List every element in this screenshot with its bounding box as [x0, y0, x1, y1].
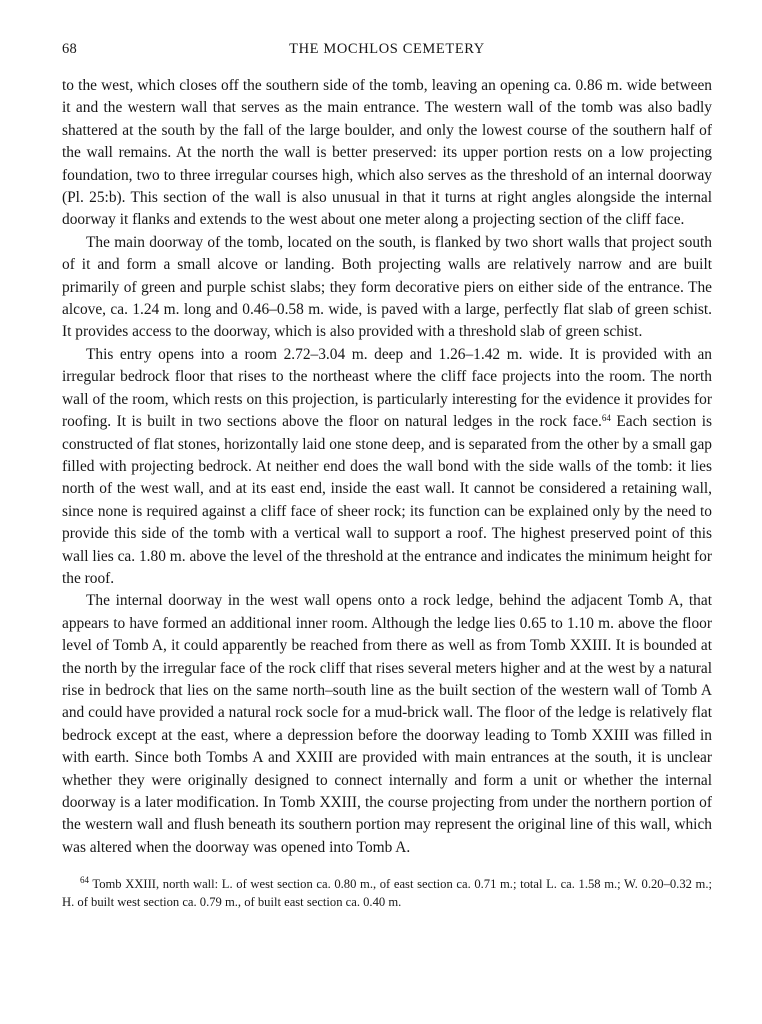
- paragraph-3-text-a: This entry opens into a room 2.72–3.04 m. deep and 1.26–1.42 m. wide. It is provided with an irregular bedrock floor that rises to the northeast where the cliff face projects into the room. The north wall of the room, which rests on this projection, is particularly interesting for the evidence it provides for roofing. It is built in two sections above the floor on natural ledges in the rock face.: [62, 345, 712, 431]
- paragraph-3: [62, 344, 712, 590]
- footnote-64: [62, 876, 712, 911]
- footnotes: [62, 876, 712, 911]
- paragraph-1: to the west, which closes off the southern side of the tomb, leaving an opening ca. 0.86 m. wide between it and the western wall that serves as the main entrance. The western wall of the tomb was also badly shattered at the south by the fall of the large boulder, and only the lowest course of the southern half of the wall remains. At the north the wall is better preserved: its upper portion rests on a low projecting foundation, two to three irregular courses high, which also serves as the threshold of an internal doorway (Pl. 25:b). This section of the wall is also unusual in that it turns at right angles alongside the internal doorway it flanks and extends to the west about one meter along a projecting section of the cliff face.: [62, 77, 712, 229]
- body-text: [62, 75, 712, 859]
- page-number: 68: [62, 41, 77, 57]
- page: [62, 41, 712, 911]
- paragraph-4: The internal doorway in the west wall opens onto a rock ledge, behind the adjacent Tomb A, that appears to have formed an additional inner room. Although the ledge lies 0.65 to 1.10 m. above the floor level of Tomb A, it could apparently be reached from there as well as from Tomb XXIII. It is bounded at the north by the irregular face of the rock cliff that rises several meters higher and at the west by a natural rise in bedrock that lies on the same north–south line as the built section of the western wall of Tomb A and could have provided a natural rock socle for a mud-brick wall. The floor of the ledge is relatively flat bedrock except at the east, where a depression before the doorway leading to Tomb XXIII was filled in with earth. Since both Tombs A and XXIII are provided with main entrances at the south, it is unclear whether they were originally designed to connect internally and form a unit or whether the internal doorway is a later modification. In Tomb XXIII, the course projecting from under the northern portion of the western wall and flush beneath its southern portion may represent the original line of this wall, which was altered when the doorway was opened into Tomb A.: [62, 592, 712, 856]
- footnote-number: 64: [80, 875, 89, 886]
- paragraph-3-text-b: Each section is constructed of flat stones, horizontally laid one stone deep, and is separated from the other by a small gap filled with projecting bedrock. At neither end does the wall bond with the side walls of the tomb: it lies north of the west wall, and at its east end, inside the east wall. It cannot be considered a retaining wall, since none is required against a cliff face of sheer rock; its function can be explained only by the need to provide this side of the tomb with a vertical wall to support a roof. The highest preserved point of this wall lies ca. 1.80 m. above the level of the threshold at the entrance and indicates the minimum height for the roof.: [62, 413, 712, 587]
- paragraph-2: The main doorway of the tomb, located on the south, is flanked by two short walls that project south of it and form a small alcove or landing. Both projecting walls are relatively narrow and are built primarily of green and purple schist slabs; they form decorative piers on either side of the entrance. The alcove, ca. 1.24 m. long and 0.46–0.58 m. wide, is paved with a large, perfectly flat slab of green schist. It provides access to the doorway, which is also provided with a threshold slab of green schist.: [62, 233, 712, 341]
- running-title: THE MOCHLOS CEMETERY: [289, 41, 485, 57]
- footnote-text: Tomb XXIII, north wall: L. of west section ca. 0.80 m., of east section ca. 0.71 m.; total L. ca. 1.58 m.; W. 0.20–0.32 m.; H. of built west section ca. 0.79 m., of built east section ca. 0.40 m.: [62, 877, 712, 909]
- footnote-ref-64[interactable]: 64: [601, 413, 611, 424]
- page-header: [62, 41, 712, 63]
